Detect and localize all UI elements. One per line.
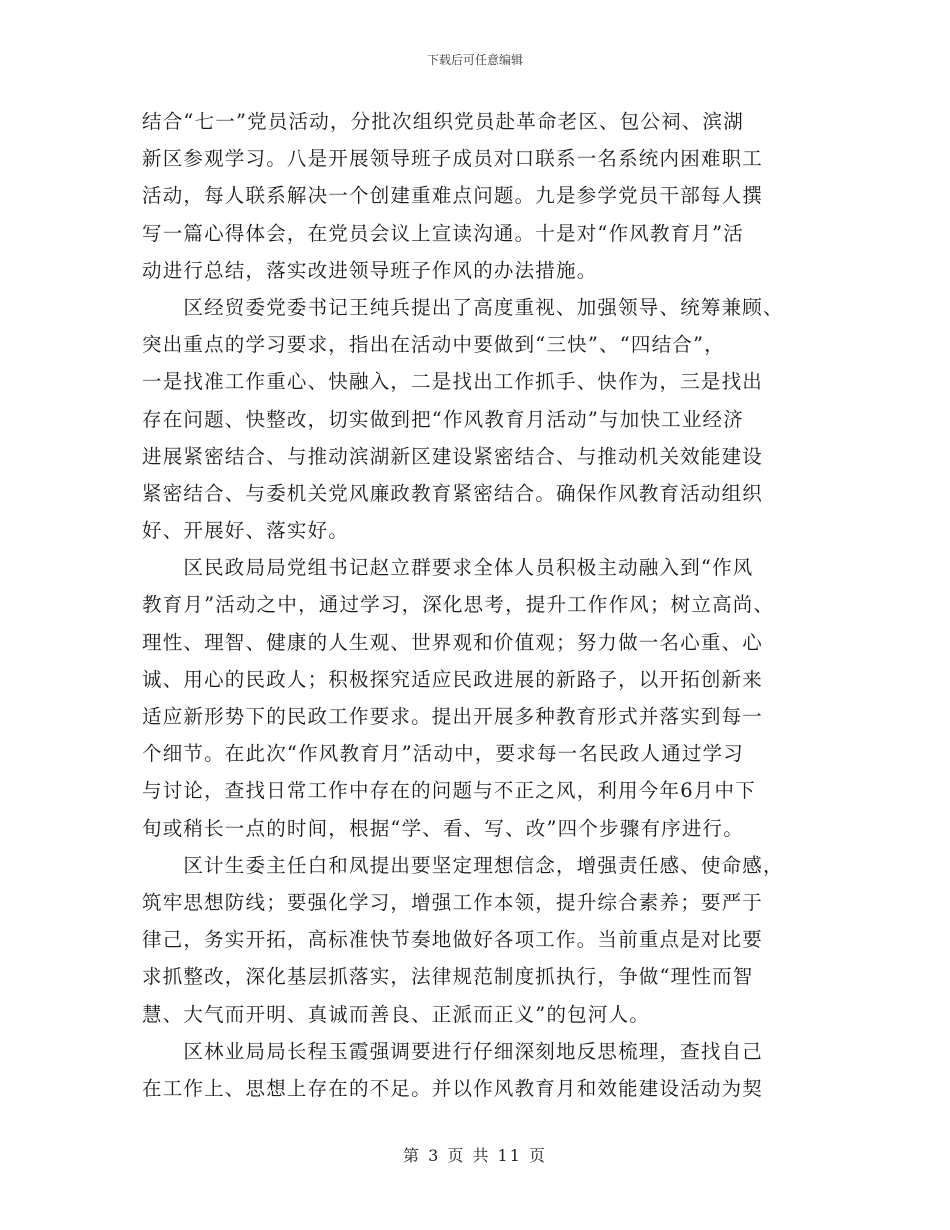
text-line: 教育月”活动之中，通过学习，深化思考，提升工作作风；树立高尚、	[142, 593, 775, 617]
text-line: 与讨论，查找日常工作中存在的问题与不正之风，利用今年6月中下	[142, 779, 756, 803]
text-line: 求抓整改，深化基层抓落实，法律规范制度抓执行，争做“理性而智	[142, 965, 754, 989]
text-line: 活动，每人联系解决一个创建重难点问题。九是参学党员干部每人撰	[142, 184, 764, 208]
text-line: 区经贸委党委书记王纯兵提出了高度重视、加强领导、统筹兼顾、	[142, 295, 784, 319]
text-line: 突出重点的学习要求，指出在活动中要做到“三快”、“四结合”，	[142, 333, 725, 357]
text-line: 律己，务实开拓，高标准快节奏地做好各项工作。当前重点是对比要	[142, 928, 764, 952]
text-line: 动进行总结，落实改进领导班子作风的办法措施。	[142, 258, 598, 282]
text-line: 一是找准工作重心、快融入，二是找出工作抓手、快作为，三是找出	[142, 370, 764, 394]
text-line: 好、开展好、落实好。	[142, 519, 350, 543]
text-line: 写一篇心得体会，在党员会议上宣读沟通。十是对“作风教育月”活	[142, 221, 744, 245]
text-line: 在工作上、思想上存在的不足。并以作风教育月和效能建设活动为契	[142, 1076, 764, 1100]
text-line: 结合“七一”党员活动，分批次组织党员赴革命老区、包公祠、滨湖	[142, 110, 744, 133]
document-body	[142, 103, 812, 1107]
text-line: 慧、大气而开明、真诚而善良、正派而正义”的包河人。	[142, 1002, 650, 1026]
text-line: 个细节。在此次“作风教育月”活动中，要求每一名民政人通过学习	[142, 742, 744, 766]
text-line: 适应新形势下的民政工作要求。提出开展多种教育形式并落实到每一	[142, 705, 764, 728]
text-line: 区林业局局长程玉霞强调要进行仔细深刻地反思梳理，查找自己	[142, 1039, 764, 1063]
text-line: 筑牢思想防线；要强化学习，增强工作本领，提升综合素养；要严于	[142, 890, 764, 914]
page-header: 下载后可任意编辑	[426, 53, 523, 67]
text-line: 区计生委主任白和凤提出要坚定理想信念，增强责任感、使命感，	[142, 853, 784, 877]
page-number-footer: 第 3 页 共 11 页	[403, 1146, 547, 1165]
text-line: 诚、用心的民政人；积极探究适应民政进展的新路子，以开拓创新来	[142, 667, 764, 691]
text-line: 紧密结合、与委机关党风廉政教育紧密结合。确保作风教育活动组织	[142, 481, 764, 505]
text-line: 旬或稍长一点的时间，根据“学、看、写、改”四个步骤有序进行。	[142, 816, 744, 840]
text-line: 存在问题、快整改，切实做到把“作风教育月活动”与加快工业经济	[142, 407, 744, 431]
text-line: 进展紧密结合、与推动滨湖新区建设紧密结合、与推动机关效能建设	[142, 444, 764, 468]
text-line: 区民政局局党组书记赵立群要求全体人员积极主动融入到“作风	[142, 556, 754, 580]
text-line: 新区参观学习。八是开展领导班子成员对口联系一名系统内困难职工	[142, 147, 764, 171]
text-line: 理性、理智、健康的人生观、世界观和价值观；努力做一名心重、心	[142, 630, 764, 654]
